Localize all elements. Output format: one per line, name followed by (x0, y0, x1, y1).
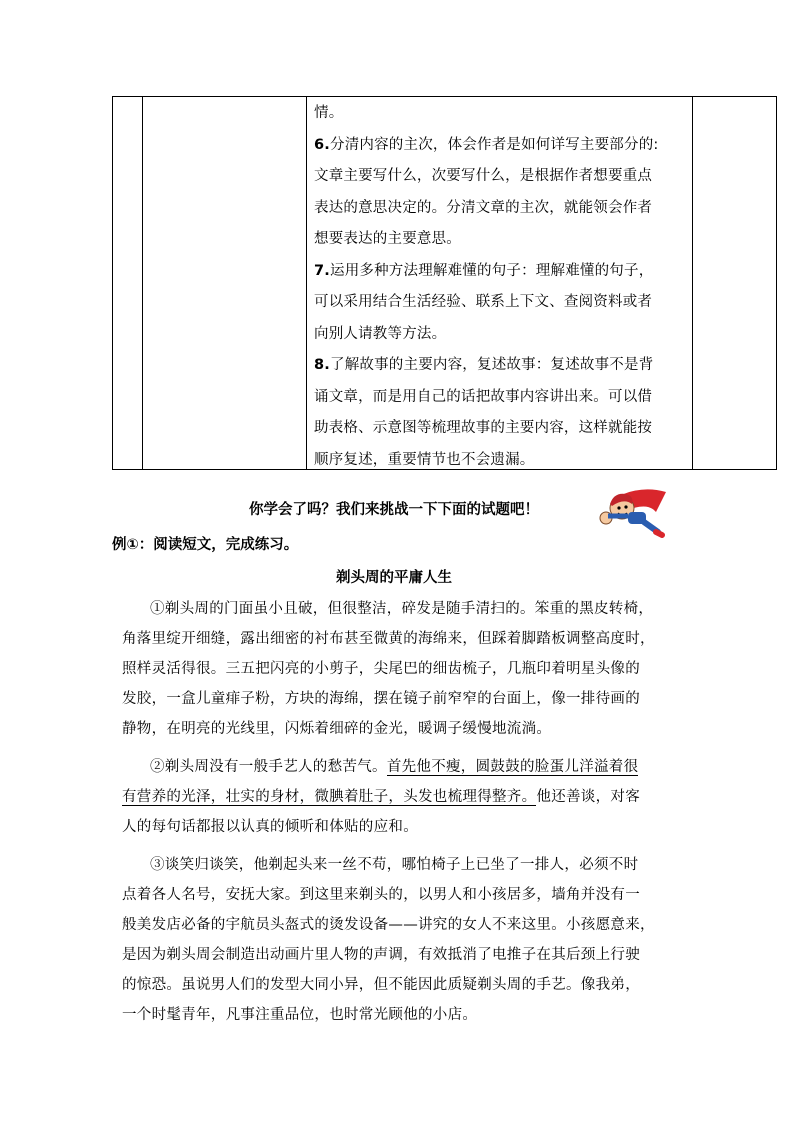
table-line: 情。 (314, 105, 344, 121)
paragraph-2 (122, 752, 682, 842)
passage-line: 般美发店必备的宇航员头盔式的烫发设备——讲究的女人不来这里。小孩愿意来， (122, 917, 655, 933)
table-line: 顺序复述，重要情节也不会遗漏。 (314, 451, 535, 468)
passage-line: 照样灵活得很。三五把闪亮的小剪子，尖尾巴的细齿梳子，几瓶印着明星头像的 (122, 661, 640, 677)
passage-line: 的惊恐。虽说男人们的发型大同小异，但不能因此质疑剃头周的手艺。像我弟， (122, 977, 640, 993)
table-divider (692, 97, 693, 469)
item-number: 7. (314, 262, 330, 279)
passage-text: 他还善谈，对客 (536, 789, 641, 805)
table-divider (306, 97, 307, 469)
table-line (314, 256, 688, 288)
table-line: 助表格、示意图等梳理故事的主要内容，这样就能按 (314, 420, 653, 436)
passage-body (122, 594, 682, 1038)
example-label: 例①：阅读短文，完成练习。 (112, 537, 299, 553)
table-line: 诵文章，而是用自己的话把故事内容讲出来。可以借 (314, 388, 653, 405)
passage-title-text: 剃头周的平庸人生 (336, 569, 452, 586)
superhero-mascot-icon (598, 482, 668, 538)
table-divider (142, 97, 143, 469)
passage-line: 是因为剃头周会制造出动画片里人物的声调，有效抵消了电推子在其后颈上行驶 (122, 947, 640, 963)
passage-line: 发胶，一盒儿童痱子粉，方块的海绵，摆在镜子前窄窄的台面上，像一排待画的 (122, 691, 640, 707)
passage-line: 角落里绽开细缝，露出细密的衬布甚至微黄的海绵来，但踩着脚踏板调整高度时， (122, 631, 655, 647)
item-text: 运用多种方法理解难懂的句子：理解难懂的句子， (330, 262, 654, 279)
item-text: 分清内容的主次，体会作者是如何详写主要部分的: (330, 136, 659, 153)
underlined-sentence: 首先他不瘦，圆鼓鼓的脸蛋儿洋溢着很 (386, 759, 639, 775)
paragraph-3 (122, 850, 682, 1030)
passage-line: 静物，在明亮的光线里，闪烁着细碎的金光，暖调子缓慢地流淌。 (122, 721, 552, 737)
paragraph-1 (122, 594, 682, 744)
passage-line: ③谈笑归谈笑，他剃起头来一丝不苟，哪怕椅子上已坐了一排人，必须不时 (150, 857, 639, 873)
item-text: 了解故事的主要内容，复述故事：复述故事不是背 (330, 357, 654, 373)
passage-text: ②剃头周没有一般手艺人的愁苦气。 (150, 759, 387, 775)
table-content-cell (314, 97, 688, 476)
table-line (314, 350, 688, 382)
table-line (314, 130, 688, 162)
passage-line (122, 782, 682, 812)
table-line: 表达的意思决定的。分清文章的主次，就能领会作者 (314, 199, 653, 216)
passage-line: 一个时髦青年，凡事注重品位，也时常光顾他的小店。 (122, 1007, 478, 1023)
table-line: 文章主要写什么，次要写什么，是根据作者想要重点 (314, 168, 653, 184)
passage-title (0, 566, 794, 587)
table-line: 可以采用结合生活经验、联系上下文、查阅资料或者 (314, 294, 653, 310)
item-number: 8. (314, 357, 330, 373)
guidance-table (112, 96, 777, 470)
passage-line: 点着各人名号，安抚大家。到这里来剃头的，以男人和小孩居多，墙角并没有一 (122, 887, 640, 903)
passage-line (122, 752, 682, 782)
underlined-sentence: 有营养的光泽，壮实的身材，微腆着肚子，头发也梳理得整齐。 (122, 789, 537, 805)
challenge-heading (0, 498, 794, 519)
table-line: 想要表达的主要意思。 (314, 231, 461, 247)
table-line: 向别人请教等方法。 (314, 325, 447, 342)
passage-line: 人的每句话都报以认真的倾听和体贴的应和。 (122, 819, 418, 835)
passage-line: ①剃头周的门面虽小且破，但很整洁，碎发是随手清扫的。笨重的黑皮转椅， (150, 601, 654, 617)
challenge-heading-text: 你学会了吗？我们来挑战一下下面的试题吧！ (249, 502, 539, 518)
item-number: 6. (314, 136, 330, 153)
